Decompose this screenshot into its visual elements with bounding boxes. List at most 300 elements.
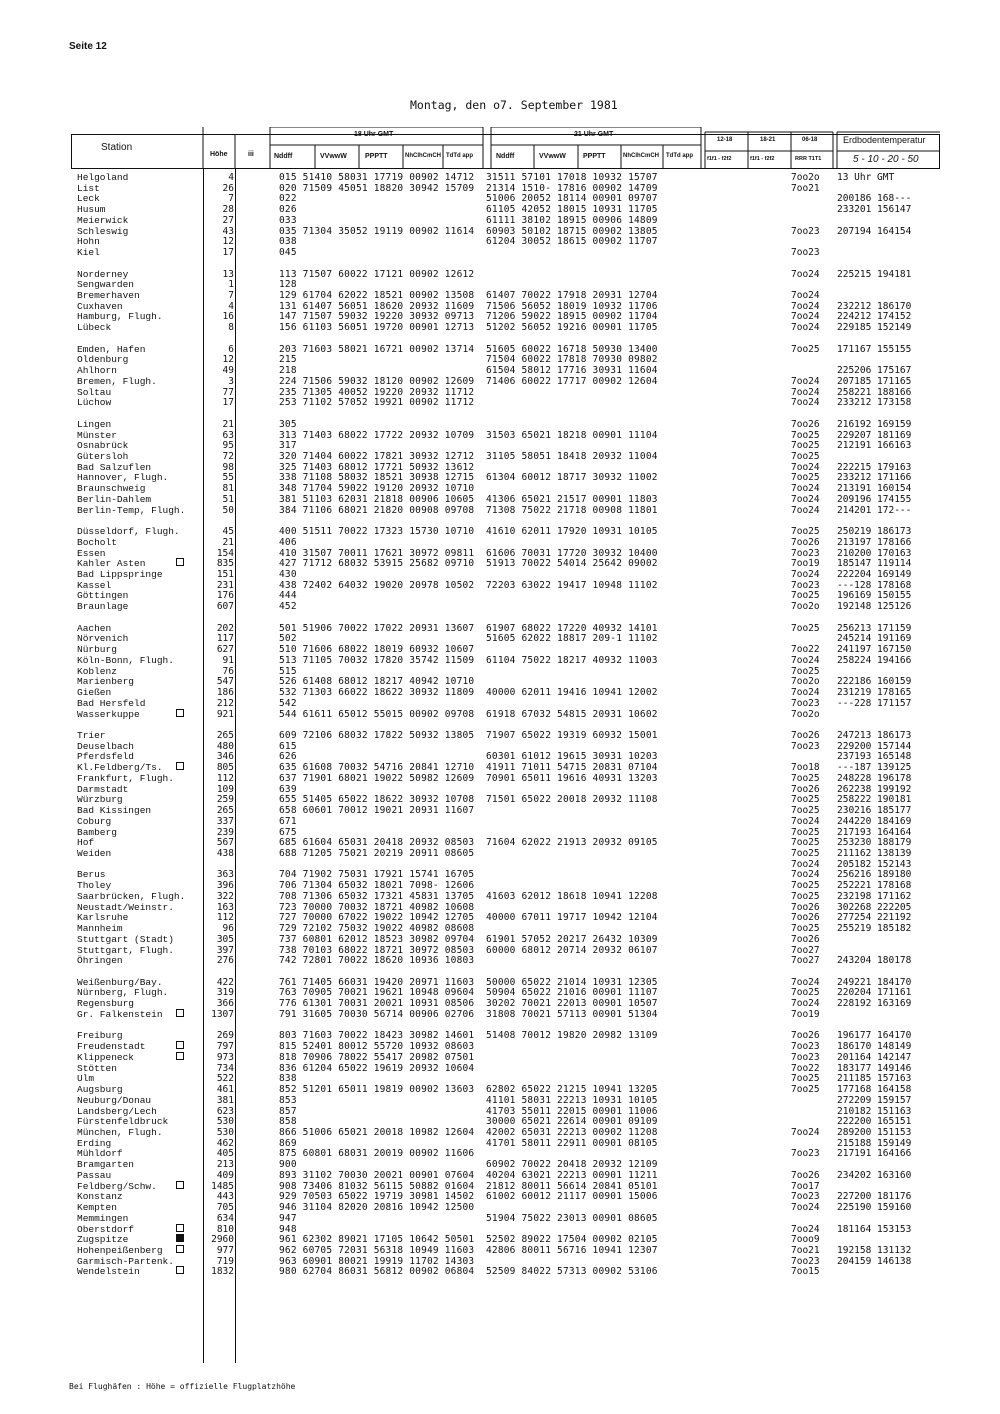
soil-temperature: 258221 188166	[837, 386, 912, 398]
soil-temperature: 192158 131132	[837, 1245, 912, 1256]
obs-group: 7oo25	[791, 343, 820, 355]
obs-21utc: 40000 62011 19416 10941 12002	[486, 687, 658, 699]
obs-group: 7oo24	[791, 1126, 820, 1138]
station-altitude: 1485	[211, 1180, 234, 1192]
station-altitude: 269	[216, 1030, 234, 1042]
obs-group: 7oo26	[791, 1169, 820, 1181]
obs-group: 7oo24	[791, 375, 820, 387]
soil-temperature: 205182 152143	[837, 858, 912, 870]
soil-temperature: 262238 199192	[837, 783, 912, 795]
obs-group: 7oo24	[791, 1223, 820, 1235]
station-name: Konstanz	[77, 1191, 123, 1203]
col18-clouds: NhClhCmCH	[405, 153, 441, 159]
obs-18utc: 510 71606 68022 18019 60932 10607	[279, 644, 475, 656]
obs-group: 7oo24	[791, 386, 820, 398]
mountain-station-icon	[176, 762, 184, 770]
station-altitude: 607	[216, 601, 234, 613]
obs-18utc: 655 51405 65022 18622 30932 10708	[279, 794, 475, 806]
station-altitude: 50	[222, 504, 234, 516]
obs-21utc: 62802 65022 21215 10941 13205	[486, 1084, 658, 1096]
station-altitude: 530	[216, 1126, 234, 1138]
obs-group: 7oo2o	[791, 708, 820, 720]
station-name: Aachen	[77, 622, 112, 634]
soil-temperature: 248228 196178	[837, 772, 912, 784]
station-name: Bremen, Flugh.	[77, 375, 157, 387]
station-name: Oberstdorf	[77, 1223, 135, 1235]
station-name: Würzburg	[77, 794, 123, 806]
obs-group: 7oo22	[791, 1062, 820, 1074]
station-name: Saarbrücken, Flugh.	[77, 890, 186, 902]
soil-temperature: 233201 156147	[837, 204, 912, 216]
col21-nddff: Nddff	[496, 153, 515, 160]
station-altitude: 27	[222, 214, 234, 226]
soil-temperature: 258224 194166	[837, 654, 912, 666]
obs-group: 7oo26	[791, 729, 820, 741]
obs-group: 7oo26	[791, 783, 820, 795]
station-altitude: 397	[216, 944, 234, 956]
obs-18utc: 639	[279, 783, 297, 795]
station-altitude: 202	[216, 622, 234, 634]
obs-group: 7oo24	[791, 654, 820, 666]
obs-21utc: 60000 68012 20714 20932 06107	[486, 944, 658, 956]
station-name: Bad Kissingen	[77, 805, 152, 817]
soil-temperature: 230216 185177	[837, 805, 912, 817]
soil-temperature: 196169 150155	[837, 590, 912, 602]
station-altitude: 322	[216, 890, 234, 902]
obs-18utc: 857	[279, 1105, 297, 1117]
soil-temperature: 209196 174155	[837, 493, 912, 505]
soil-temperature: 13 Uhr GMT	[837, 172, 895, 183]
station-altitude: 443	[216, 1191, 234, 1203]
soil-temperature: 212191 166163	[837, 440, 912, 452]
obs-21utc: 40204 63021 22213 00901 11211	[486, 1169, 658, 1181]
obs-18utc: 215	[279, 354, 297, 366]
soil-temperature: 210200 170163	[837, 547, 912, 559]
station-altitude: 2960	[211, 1234, 234, 1246]
obs-18utc: 113 71507 60022 17121 00902 12612	[279, 268, 475, 280]
station-altitude: 265	[216, 805, 234, 817]
obs-group: 7oo24	[791, 290, 820, 302]
obs-group: 7oo25	[791, 622, 820, 634]
obs-18utc: 020 71509 45051 18820 30942 15709	[279, 182, 475, 194]
station-name: Augsburg	[77, 1084, 123, 1096]
station-altitude: 1	[228, 279, 234, 291]
obs-18utc: 852 51201 65011 19819 00902 13603	[279, 1084, 475, 1096]
obs-21utc: 31503 65021 18218 00901 11104	[486, 429, 658, 441]
obs-18utc: 218	[279, 365, 297, 377]
soil-temperature: ---187 139125	[837, 762, 912, 774]
soil-temperature: 204159 146138	[837, 1255, 912, 1267]
obs-18utc: 544 61611 65012 55015 00902 09708	[279, 708, 475, 720]
station-name: Erding	[77, 1137, 112, 1149]
station-name: Hamburg, Flugh.	[77, 311, 163, 323]
soil-temperature: 211185 157163	[837, 1073, 912, 1085]
obs-21utc: 71206 59022 18915 00902 11704	[486, 311, 658, 323]
station-name: Meierwick	[77, 214, 129, 226]
obs-18utc: 708 71306 65032 17321 45831 13705	[279, 890, 475, 902]
mountain-station-icon	[176, 1245, 184, 1253]
station-altitude: 319	[216, 987, 234, 999]
station-altitude: 567	[216, 837, 234, 849]
obs-21utc: 71504 60022 17818 70930 09802	[486, 354, 658, 366]
soil-temperature: 192148 125126	[837, 601, 912, 613]
station-name: Weißenburg/Bay.	[77, 976, 163, 988]
obs-21utc: 21314 1510- 17816 00902 14709	[486, 182, 658, 194]
obs-18utc: 313 71403 68022 17722 20932 10709	[279, 429, 475, 441]
obs-group: 7oo15	[791, 1266, 820, 1278]
mountain-station-icon	[176, 1009, 184, 1017]
station-name: Braunlage	[77, 601, 129, 613]
obs-18utc: 444	[279, 590, 297, 602]
obs-group: 7oo24	[791, 493, 820, 505]
obs-group: 7oo24	[791, 322, 820, 334]
obs-group: 7oo23	[791, 1051, 820, 1063]
obs-group: 7oo23	[791, 1148, 820, 1160]
obs-18utc: 980 62704 86031 56812 00902 06804	[279, 1266, 475, 1278]
mm1b-header: f1f1 - f2f2	[707, 156, 732, 162]
obs-group: 7oo24	[791, 483, 820, 495]
station-altitude: 17	[222, 397, 234, 409]
obs-group: 7oo25	[791, 805, 820, 817]
obs-21utc: 61104 75022 18217 40932 11003	[486, 654, 658, 666]
station-name: Coburg	[77, 815, 112, 827]
obs-18utc: 325 71403 68012 17721 50932 13612	[279, 461, 475, 473]
station-altitude: 109	[216, 783, 234, 795]
soil-temperature: 272209 159157	[837, 1094, 912, 1106]
obs-18utc: 900	[279, 1159, 297, 1171]
obs-21utc: 31511 57101 17018 10932 15707	[486, 172, 658, 183]
soil-temperature: 232212 186170	[837, 300, 912, 312]
obs-18utc: 723 70000 70032 18721 40982 10608	[279, 901, 475, 913]
station-name: Bad Hersfeld	[77, 697, 146, 709]
obs-18utc: 305	[279, 418, 297, 430]
obs-18utc: 738 70103 68022 18721 30972 08503	[279, 944, 475, 956]
obs-group: 7oo26	[791, 1030, 820, 1042]
soil-temperature: 215188 159149	[837, 1137, 912, 1149]
obs-group: 7oo25	[791, 837, 820, 849]
mountain-station-icon	[176, 1181, 184, 1189]
soil-temperature: 250219 186173	[837, 526, 912, 538]
station-altitude: 1307	[211, 1008, 234, 1020]
obs-18utc: 381 51103 62031 21818 00906 10605	[279, 493, 475, 505]
obs-18utc: 317	[279, 440, 297, 452]
station-name: Münster	[77, 429, 117, 441]
col21-vvwww: VVwwW	[539, 153, 566, 160]
obs-18utc: 384 71106 68021 21820 00908 09708	[279, 504, 475, 516]
station-name: Lübeck	[77, 322, 112, 334]
station-name: Regensburg	[77, 998, 135, 1010]
obs-group: 7oo19	[791, 1008, 820, 1020]
station-name: List	[77, 182, 100, 194]
soil-temperature: 225206 175167	[837, 365, 912, 377]
obs-group: 7oo25	[791, 1084, 820, 1096]
mountain-station-icon	[176, 1041, 184, 1049]
obs-group: 7oo25	[791, 1073, 820, 1085]
soil-temperature: 210182 151163	[837, 1105, 912, 1117]
obs-group: 7oo25	[791, 987, 820, 999]
obs-21utc: 21812 80011 56614 20841 05101	[486, 1180, 658, 1192]
obs-group: 7oo24	[791, 998, 820, 1010]
col18-dew: TdTd app	[446, 153, 473, 159]
obs-group: 7oo24	[791, 569, 820, 580]
obs-18utc: 015 51410 58031 17719 00902 14712	[279, 172, 475, 183]
obs-18utc: 253 71102 57052 19921 00902 11712	[279, 397, 475, 409]
station-name: Freiburg	[77, 1030, 123, 1042]
station-altitude: 72	[222, 450, 234, 462]
obs-group: 7oo24	[791, 869, 820, 881]
obs-18utc: 688 71205 75021 20219 20911 08605	[279, 847, 475, 859]
obs-18utc: 962 60705 72031 56318 10949 11603	[279, 1245, 475, 1256]
station-name: Oldenburg	[77, 354, 129, 366]
station-name: Fürstenfeldbruck	[77, 1116, 169, 1128]
station-altitude: 6	[228, 343, 234, 355]
obs-21utc: 51913 70022 54014 25642 09002	[486, 558, 658, 570]
station-altitude: 265	[216, 729, 234, 741]
soil-temperature: 237193 165148	[837, 751, 912, 763]
station-altitude: 438	[216, 847, 234, 859]
station-name: Bocholt	[77, 536, 117, 548]
station-name: Schleswig	[77, 225, 129, 237]
station-name: Osnabrück	[77, 440, 129, 452]
station-name: Mannheim	[77, 923, 123, 935]
mm1-header: 12-18	[717, 137, 733, 143]
obs-18utc: 658 60601 70012 19021 20931 11607	[279, 805, 475, 817]
obs-18utc: 035 71304 35052 19119 00902 11614	[279, 225, 475, 237]
station-name: Kempten	[77, 1202, 117, 1214]
station-name: Bamberg	[77, 826, 117, 838]
station-name: Lingen	[77, 418, 112, 430]
obs-18utc: 727 70000 67022 19022 10942 12705	[279, 912, 475, 924]
utc21-header: 21 Uhr GMT	[574, 131, 614, 138]
station-altitude: 259	[216, 794, 234, 806]
obs-18utc: 961 62302 89021 17105 10642 50501	[279, 1234, 475, 1246]
obs-group: 7oo24	[791, 311, 820, 323]
obs-21utc: 41610 62011 17920 10931 10105	[486, 526, 658, 538]
soil-temperature: 222215 179163	[837, 461, 912, 473]
station-name: Helgoland	[77, 172, 129, 183]
obs-group: 7oo25	[791, 450, 820, 462]
obs-21utc: 41603 62012 18618 10941 12208	[486, 890, 658, 902]
soil-temperature: 255219 185182	[837, 923, 912, 935]
obs-group: 7oo2o	[791, 601, 820, 613]
obs-group: 7oo24	[791, 976, 820, 988]
station-name: Berus	[77, 869, 106, 881]
obs-18utc: 427 71712 68032 53915 25682 09710	[279, 558, 475, 570]
obs-18utc: 929 70503 65022 19719 30981 14502	[279, 1191, 475, 1203]
soil-temperature: 229185 152149	[837, 322, 912, 334]
tiefen-header: 5 - 10 - 20 - 50	[853, 154, 919, 165]
station-altitude: 409	[216, 1169, 234, 1181]
station-altitude: 26	[222, 182, 234, 194]
obs-21utc: 61901 57052 20217 26432 10309	[486, 933, 658, 945]
obs-18utc: 818 70906 78022 55417 20982 07501	[279, 1051, 475, 1063]
obs-18utc: 501 51906 70022 17022 20931 13607	[279, 622, 475, 634]
station-altitude: 151	[216, 569, 234, 580]
station-altitude: 12	[222, 354, 234, 366]
station-name: Neuburg/Donau	[77, 1094, 152, 1106]
station-name: Stuttgart (Stadt)	[77, 933, 174, 945]
station-name: Nürnberg, Flugh.	[77, 987, 169, 999]
report-date: Montag, den o7. September 1981	[410, 98, 618, 112]
obs-21utc: 60301 61012 19615 30931 10203	[486, 751, 658, 763]
mm2-header: 18-21	[760, 137, 776, 143]
obs-group: 7oo24	[791, 461, 820, 473]
obs-group: 7oo23	[791, 1041, 820, 1053]
station-name: Wasserkuppe	[77, 708, 140, 720]
station-altitude: 186	[216, 687, 234, 699]
obs-group: 7oo27	[791, 944, 820, 956]
station-name: Bramgarten	[77, 1159, 135, 1171]
obs-18utc: 224 71506 59032 18120 00902 12609	[279, 375, 475, 387]
erdboden-header: Erdbodentemperatur	[843, 135, 926, 145]
station-altitude: 522	[216, 1073, 234, 1085]
mountain-station-icon	[176, 1052, 184, 1060]
obs-21utc: 70901 65011 19616 40931 13203	[486, 772, 658, 784]
station-altitude: 366	[216, 998, 234, 1010]
station-altitude: 49	[222, 365, 234, 377]
station-altitude: 461	[216, 1084, 234, 1096]
station-name: Gießen	[77, 687, 112, 699]
obs-21utc: 61204 30052 18615 00902 11707	[486, 236, 658, 248]
obs-18utc: 026	[279, 204, 297, 216]
station-name: Bad Lippspringe	[77, 569, 163, 580]
obs-18utc: 737 60801 62012 18523 30982 09704	[279, 933, 475, 945]
soil-temperature: 256216 189180	[837, 869, 912, 881]
obs-18utc: 400 51511 70022 17323 15730 10710	[279, 526, 475, 538]
station-altitude: 705	[216, 1202, 234, 1214]
station-altitude: 805	[216, 762, 234, 774]
station-name: Göttingen	[77, 590, 129, 602]
station-name: Braunschweig	[77, 483, 146, 495]
station-altitude: 1832	[211, 1266, 234, 1278]
station-altitude: 305	[216, 933, 234, 945]
station-altitude: 163	[216, 901, 234, 913]
obs-18utc: 869	[279, 1137, 297, 1149]
obs-group: 7oo2o	[791, 172, 820, 183]
obs-18utc: 706 71304 65032 18021 7098- 12606	[279, 880, 475, 892]
station-altitude: 3	[228, 375, 234, 387]
obs-group: 7oo23	[791, 225, 820, 237]
mountain-station-filled-icon	[176, 1234, 184, 1242]
soil-temperature: 171167 155155	[837, 343, 912, 355]
station-name: Lüchow	[77, 397, 112, 409]
col18-vvwww: VVwwW	[320, 153, 347, 160]
soil-temperature: 214201 172---	[837, 504, 912, 516]
station-altitude: 45	[222, 526, 234, 538]
soil-temperature: 231219 178165	[837, 687, 912, 699]
station-name: Memmingen	[77, 1212, 129, 1224]
station-altitude: 8	[228, 322, 234, 334]
station-name: Wendelstein	[77, 1266, 140, 1278]
obs-18utc: 866 51006 65021 20018 10982 12604	[279, 1126, 475, 1138]
station-name: Darmstadt	[77, 783, 129, 795]
obs-18utc: 502	[279, 633, 297, 645]
obs-group: 7oo23	[791, 740, 820, 752]
soil-temperature: 228192 163169	[837, 998, 912, 1010]
obs-group: 7oo26	[791, 933, 820, 945]
station-name: Freudenstadt	[77, 1041, 146, 1053]
obs-18utc: 542	[279, 697, 297, 709]
obs-21utc: 61111 38102 18915 00906 14809	[486, 214, 658, 226]
station-altitude: 627	[216, 644, 234, 656]
soil-temperature: 200186 168---	[837, 193, 912, 205]
soil-temperature: 243204 180178	[837, 955, 912, 967]
obs-21utc: 71406 60022 17717 00902 12604	[486, 375, 658, 387]
obs-21utc: 61304 60012 18717 30932 11002	[486, 472, 658, 484]
obs-21utc: 30202 70021 22013 00901 10507	[486, 998, 658, 1010]
obs-18utc: 147 71507 59032 19220 30932 09713	[279, 311, 475, 323]
obs-18utc: 626	[279, 751, 297, 763]
footnote: Bei Flughäfen : Höhe = offizielle Flugplatzhöhe	[69, 1382, 296, 1391]
obs-group: 7oo25	[791, 429, 820, 441]
station-name: Weiden	[77, 847, 112, 859]
soil-temperature: 244220 184169	[837, 815, 912, 827]
obs-18utc: 908 73406 81032 56115 50882 01604	[279, 1180, 475, 1192]
station-name: Sengwarden	[77, 279, 135, 291]
station-name: Karlsruhe	[77, 912, 129, 924]
station-name: Feldberg/Schw.	[77, 1180, 157, 1192]
soil-temperature: 277254 221192	[837, 912, 912, 924]
station-name: Gütersloh	[77, 450, 129, 462]
page-number: Seite 12	[69, 41, 107, 52]
station-altitude: 381	[216, 1094, 234, 1106]
station-altitude: 405	[216, 1148, 234, 1160]
soil-temperature: 225215 194181	[837, 268, 912, 280]
obs-18utc: 438 72402 64032 19020 20978 10502	[279, 579, 475, 591]
obs-18utc: 609 72106 68032 17822 50932 13805	[279, 729, 475, 741]
station-name: Nörvenich	[77, 633, 129, 645]
station-altitude: 96	[222, 923, 234, 935]
station-altitude: 17	[222, 247, 234, 259]
obs-group: 7oo25	[791, 794, 820, 806]
obs-18utc: 791 31605 70030 56714 00906 02706	[279, 1008, 475, 1020]
obs-21utc: 51605 60022 16718 50930 13400	[486, 343, 658, 355]
mountain-station-icon	[176, 1266, 184, 1274]
obs-18utc: 803 71603 70022 18423 30982 14601	[279, 1030, 475, 1042]
obs-18utc: 615	[279, 740, 297, 752]
station-name: Cuxhaven	[77, 300, 123, 312]
station-altitude: 396	[216, 880, 234, 892]
soil-temperature: 233212 173158	[837, 397, 912, 409]
soil-temperature: 222200 165151	[837, 1116, 912, 1128]
station-altitude: 462	[216, 1137, 234, 1149]
obs-group: 7oo25	[791, 772, 820, 784]
station-altitude: 719	[216, 1255, 234, 1267]
soil-temperature: ---228 171157	[837, 697, 912, 709]
station-name: Berlin-Dahlem	[77, 493, 152, 505]
obs-group: 7oo23	[791, 579, 820, 591]
station-name: Klippeneck	[77, 1051, 135, 1063]
obs-group: 7oo24	[791, 504, 820, 516]
station-name: Kiel	[77, 247, 100, 259]
station-name: Nürburg	[77, 644, 117, 656]
station-altitude: 176	[216, 590, 234, 602]
obs-group: 7oo26	[791, 912, 820, 924]
station-altitude: 363	[216, 869, 234, 881]
obs-18utc: 946 31104 82020 20816 10942 12500	[279, 1202, 475, 1214]
soil-temperature: ---128 178168	[837, 579, 912, 591]
obs-21utc: 51202 56052 19216 00901 11705	[486, 322, 658, 334]
obs-18utc: 430	[279, 569, 297, 580]
obs-21utc: 40000 67011 19717 10942 12104	[486, 912, 658, 924]
obs-group: 7oo25	[791, 826, 820, 838]
obs-group: 7oo24	[791, 1202, 820, 1214]
mountain-station-icon	[176, 558, 184, 566]
soil-temperature: 252221 178168	[837, 880, 912, 892]
station-altitude: 231	[216, 579, 234, 591]
obs-21utc: 31808 70021 57113 00901 51304	[486, 1008, 658, 1020]
obs-21utc: 51408 70012 19820 20982 13109	[486, 1030, 658, 1042]
